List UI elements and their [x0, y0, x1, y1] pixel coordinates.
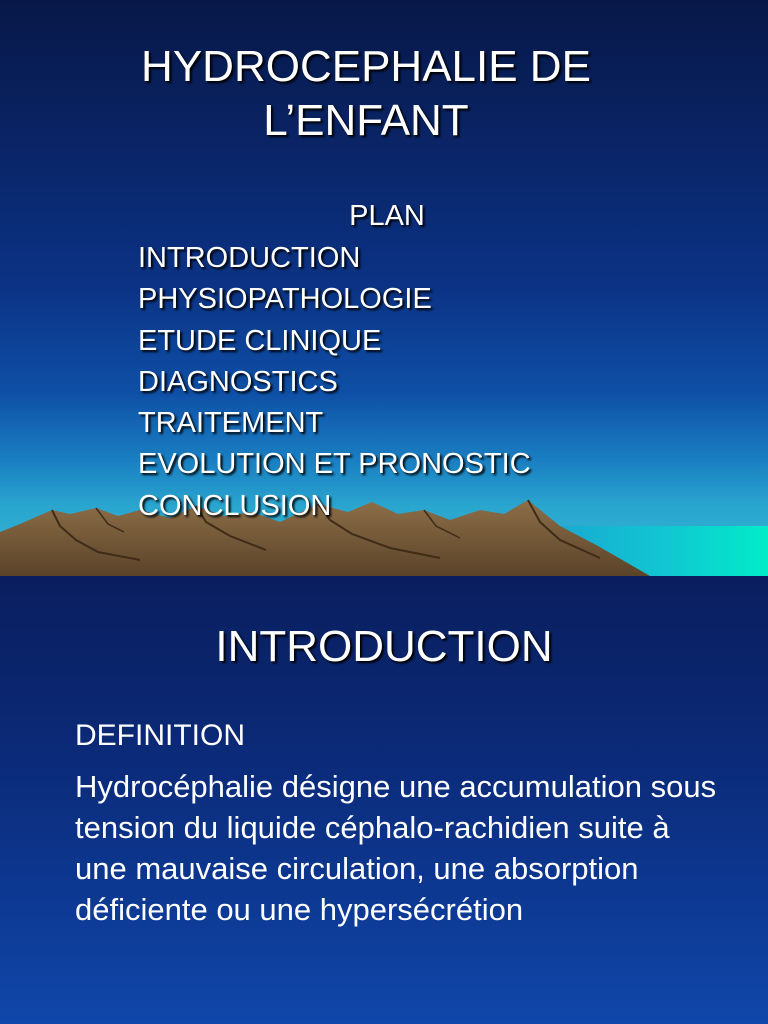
plan-list: [138, 238, 531, 527]
slide-2: [0, 576, 768, 1024]
plan-item-physiopathologie: PHYSIOPATHOLOGIE: [138, 283, 432, 316]
plan-item-diagnostics: DIAGNOSTICS: [138, 365, 338, 398]
definition-heading: DEFINITION: [75, 719, 245, 752]
plan-item-traitement: TRAITEMENT: [138, 407, 324, 440]
plan-item-conclusion: CONCLUSION: [138, 489, 332, 522]
plan-item-etude-clinique: ETUDE CLINIQUE: [138, 324, 382, 357]
plan-heading: PLAN: [349, 200, 425, 232]
title-line-1: HYDROCEPHALIE DE: [141, 42, 591, 91]
slide-2-title: INTRODUCTION: [215, 622, 553, 671]
plan-item-evolution: EVOLUTION ET PRONOSTIC: [138, 448, 531, 481]
definition-text: Hydrocéphalie désigne une accumulation sous tension du liquide céphalo-rachidien suite à une mauvaise circulation, une absorption déficiente ou une hypersécrétion: [75, 769, 717, 927]
title-line-2: L’ENFANT: [263, 96, 469, 145]
slide-title: [0, 40, 732, 148]
plan-item-introduction: INTRODUCTION: [138, 242, 361, 274]
